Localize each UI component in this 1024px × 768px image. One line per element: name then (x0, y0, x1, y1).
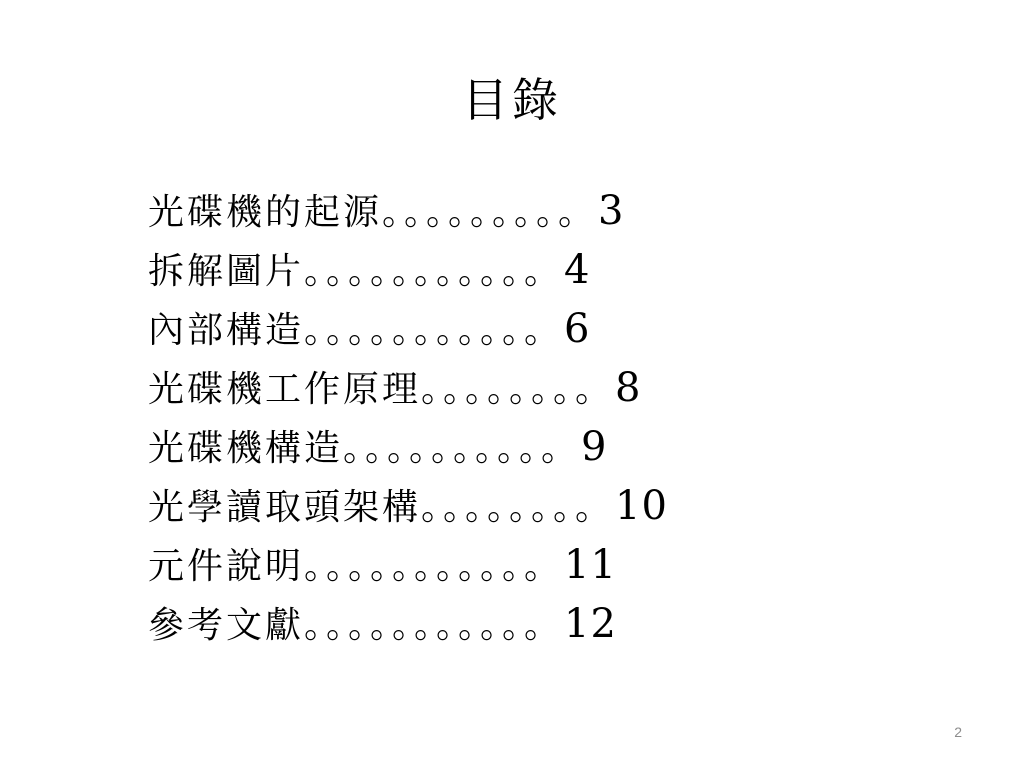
slide-title: 目錄 (462, 73, 562, 127)
slide-number: 2 (954, 724, 962, 740)
toc-entry (148, 595, 668, 654)
toc-entry (148, 182, 668, 241)
toc-entry-page-number: 10 (615, 483, 668, 529)
toc-entry-title: 光碟機構造 (148, 428, 344, 469)
toc-entry-title: 參考文獻 (148, 605, 305, 646)
toc-entry-leader: 。。。。。。。。 (421, 487, 616, 528)
toc-entry (148, 359, 668, 418)
toc-entry-page-number: 9 (581, 424, 608, 470)
toc-entry-leader: 。。。。。。。。。 (382, 192, 599, 233)
toc-entry-leader: 。。。。。。。。 (421, 369, 616, 410)
toc-entry-title: 內部構造 (148, 310, 305, 351)
toc-entry-page-number: 3 (598, 188, 625, 234)
toc-entry-leader: 。。。。。。。。。。。 (304, 546, 565, 587)
toc-entry (148, 418, 668, 477)
toc-entry-leader: 。。。。。。。。。。。 (304, 605, 565, 646)
toc-entry-page-number: 4 (564, 247, 591, 293)
toc-entry-title: 光碟機的起源 (148, 192, 383, 233)
table-of-contents (148, 182, 668, 654)
toc-entry-title: 光碟機工作原理 (148, 369, 422, 410)
toc-entry (148, 477, 668, 536)
toc-entry (148, 300, 668, 359)
toc-entry-leader: 。。。。。。。。。。。 (304, 310, 565, 351)
toc-entry-page-number: 11 (564, 542, 617, 588)
toc-entry-leader: 。。。。。。。。。。。 (304, 251, 565, 292)
toc-entry-page-number: 6 (564, 306, 591, 352)
toc-entry-title: 光學讀取頭架構 (148, 487, 422, 528)
toc-entry-leader: 。。。。。。。。。。 (343, 428, 582, 469)
toc-entry-page-number: 12 (564, 601, 617, 647)
toc-entry-page-number: 8 (615, 365, 642, 411)
toc-entry-title: 元件說明 (148, 546, 305, 587)
toc-entry (148, 536, 668, 595)
toc-entry-title: 拆解圖片 (148, 251, 305, 292)
toc-entry (148, 241, 668, 300)
